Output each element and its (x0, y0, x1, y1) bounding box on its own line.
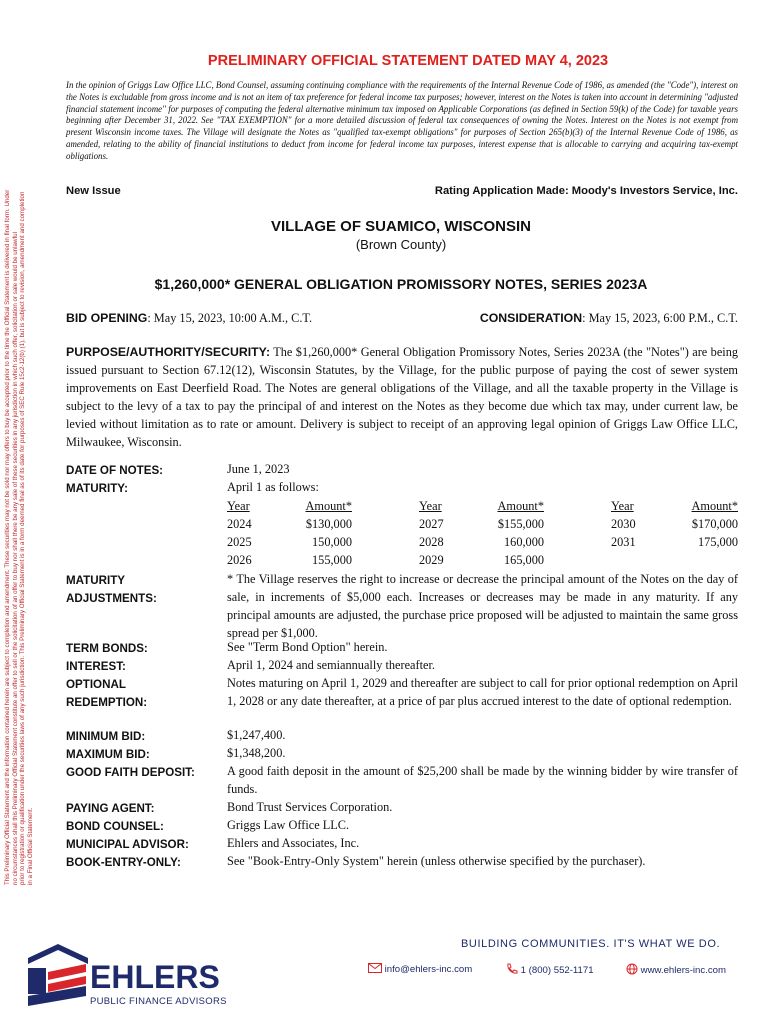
optional-redemption-label (66, 676, 147, 712)
consideration (480, 311, 738, 326)
amount-header: Amount* (497, 499, 544, 513)
footer-tagline: BUILDING COMMUNITIES. IT'S WHAT WE DO. (461, 938, 721, 950)
side-disclaimer (4, 15, 54, 885)
maturity-amount: 165,000 (504, 553, 544, 567)
date-value: June 1, 2023 (227, 462, 290, 476)
ehlers-logo-mark (26, 930, 227, 1020)
purpose-label: PURPOSE/AUTHORITY/SECURITY: (66, 345, 271, 359)
maturity-amount: 150,000 (312, 535, 352, 549)
optional-redemption-label-line: OPTIONAL (66, 678, 126, 691)
paying-agent-label: PAYING AGENT: (66, 802, 155, 815)
maturity-year: 2030 (611, 517, 636, 531)
document-title: PRELIMINARY OFFICIAL STATEMENT DATED MAY 4, 2023 (207, 53, 609, 69)
maturity-value: April 1 as follows: (227, 480, 319, 494)
issuer-name: VILLAGE OF SUAMICO, WISCONSIN (270, 218, 531, 235)
municipal-advisor-value: Ehlers and Associates, Inc. (227, 836, 360, 850)
bond-counsel-value: Griggs Law Office LLC. (227, 818, 350, 832)
consideration-label: CONSIDERATION (479, 311, 583, 325)
globe-icon (626, 963, 638, 975)
maturity-year: 2031 (611, 535, 636, 549)
maturity-adjustments-label-line: ADJUSTMENTS: (66, 592, 157, 605)
maturity-year: 2025 (227, 535, 252, 549)
envelope-icon (368, 963, 382, 973)
optional-redemption-value: Notes maturing on April 1, 2029 and thereafter are subject to call for prior optional redemption on April 1, 2028 or any date thereafter, at a price of par plus accrued interest to the date of optional redemption. (227, 676, 738, 708)
tax-opinion-paragraph: In the opinion of Griggs Law Office LLC, Bond Counsel, assuming continuing compliance with the requirements of the Internal Revenue Code of 1986, as amended (the "Code"), interest on the Notes is excludable from gross income and is not an item of tax preference for federal income tax purposes; however, interest on the Notes is taken into account in determining "adjusted financial statement income" for purposes of computing the federal alternative minimum tax imposed on Applicable Corporations (as defined in Section 59(k) of the Code) for taxable years beginning after December 31, 2022. See "TAX EXEMPTION" for a more detailed discussion of federal tax consequences of owning the Notes. Interest on the Notes is not exempt from present Wisconsin income taxes. The Village will designate the Notes as "qualified tax-exempt obligations" for purposes of Section 265(b)(3) of the Internal Revenue Code of 1986, as amended, relating to the ability of financial institutions to deduct from income for federal income tax purposes, interest expense that is allocable to carrying and acquiring tax-exempt obligations. (66, 80, 738, 161)
notes-title: $1,260,000* GENERAL OBLIGATION PROMISSORY NOTES, SERIES 2023A (154, 276, 648, 292)
maturity-adjustments-label-line: MATURITY (66, 574, 126, 587)
maturity-amount: 175,000 (698, 535, 738, 549)
logo-wordmark: EHLERS (90, 959, 220, 995)
maturity-year: 2028 (419, 535, 444, 549)
maturity-year: 2026 (227, 553, 252, 567)
side-disclaimer-line: prior to registration or qualification under the securities laws of any such jurisdiction. This Preliminary Official Statement is in a form deemed final as of its date for purposes of SEC Rule 15c2-12(b) (1), but is subject to revision, amendment and completion (19, 191, 27, 885)
email-text: info@ehlers-inc.com (384, 964, 473, 975)
bond-counsel-label: BOND COUNSEL: (66, 820, 164, 833)
rating-note: Rating Application Made: Moody's Investors Service, Inc. (434, 185, 738, 197)
maturity-col-1-years (227, 497, 267, 569)
side-disclaimer-line: in a Final Official Statement. (26, 807, 34, 885)
minimum-bid-value: $1,247,400. (227, 728, 286, 742)
maturity-label: MATURITY: (66, 482, 129, 495)
maturity-col-3-amounts (664, 497, 738, 551)
maximum-bid-label: MAXIMUM BID: (66, 748, 150, 761)
maturity-year: 2024 (227, 517, 252, 531)
good-faith-deposit-label: GOOD FAITH DEPOSIT: (66, 766, 195, 779)
issue-type: New Issue (66, 185, 121, 197)
maturity-adjustments-label (66, 572, 157, 608)
maturity-year: 2029 (419, 553, 444, 567)
year-header: Year (611, 499, 634, 513)
year-header: Year (419, 499, 442, 513)
maturity-col-3-years (611, 497, 651, 551)
term-bonds-value: See "Term Bond Option" herein. (227, 640, 388, 654)
phone-contact[interactable] (506, 963, 594, 976)
phone-icon (506, 963, 518, 975)
good-faith-deposit-value: A good faith deposit in the amount of $25,200 shall be made by the winning bidder by wire transfer of funds. (227, 764, 738, 796)
amount-header: Amount* (305, 499, 352, 513)
maturity-amount: $130,000 (305, 517, 352, 531)
book-entry-only-label: BOOK-ENTRY-ONLY: (66, 856, 181, 869)
bid-opening-value: : May 15, 2023, 10:00 A.M., C.T. (147, 311, 313, 325)
maximum-bid-value: $1,348,200. (227, 746, 286, 760)
bid-row (66, 311, 738, 326)
purpose-paragraph (66, 343, 738, 451)
maturity-col-2-amounts (472, 497, 544, 569)
interest-value: April 1, 2024 and semiannually thereafter. (227, 658, 435, 672)
web-contact[interactable] (626, 963, 726, 976)
term-bonds-label: TERM BONDS: (66, 642, 148, 655)
issuer-county: (Brown County) (355, 237, 447, 252)
book-entry-only-value: See "Book-Entry-Only System" herein (unless otherwise specified by the purchaser). (227, 854, 646, 868)
consideration-value: : May 15, 2023, 6:00 P.M., C.T. (582, 311, 738, 325)
maturity-amount: $155,000 (497, 517, 544, 531)
year-header: Year (227, 499, 250, 513)
web-text: www.ehlers-inc.com (640, 965, 726, 976)
minimum-bid-label: MINIMUM BID: (66, 730, 146, 743)
phone-text: 1 (800) 552-1171 (520, 965, 594, 976)
purpose-text: The $1,260,000* General Obligation Promissory Notes, Series 2023A (the "Notes") are being issued pursuant to Section 67.12(12), Wisconsin Statutes, by the Village, for the public purpose of paying the cost of sewer system improvements on East Deerfield Road. The Notes are general obligations of the Village, and all the taxable property in the Village is subject to the levy of a tax to pay the principal of and interest on the Notes as they become due which tax may, under current law, be levied without limitation as to rate or amount. Delivery is subject to receipt of an approving legal opinion of Griggs Law Office LLC, Milwaukee, Wisconsin. (66, 345, 738, 449)
paying-agent-value: Bond Trust Services Corporation. (227, 800, 393, 814)
maturity-col-2-years (419, 497, 459, 569)
maturity-year: 2027 (419, 517, 444, 531)
bid-opening-label: BID OPENING (66, 311, 148, 325)
issue-rating-row (66, 185, 738, 197)
optional-redemption-label-line: REDEMPTION: (66, 696, 148, 709)
maturity-adjustments-value: * The Village reserves the right to increase or decrease the principal amount of the Notes on the day of sale, in increments of $5,000 each. Increases or decreases may be made in any maturity. If any principal amounts are adjusted, the purchase price proposed will be adjusted to maintain the same gross spread per $1,000. (227, 572, 738, 640)
email-contact[interactable] (368, 963, 472, 975)
interest-label: INTEREST: (66, 660, 126, 673)
side-disclaimer-line: This Preliminary Official Statement and the information contained herein are subject to completion and amendment. These securities may not be sold nor may offers to buy be accepted prior to the time the Official Statement is delivered in final form. Under (4, 189, 11, 885)
ehlers-logo (26, 930, 227, 1020)
side-disclaimer-line: no circumstances shall this Preliminary Official Statement constitute an offer to sell or the solicitation of an offer to buy nor shall there be any sale of these securities in any jurisdiction in which such offer, solicitation or sale would be unlawful (11, 231, 19, 885)
maturity-amount: $170,000 (691, 517, 738, 531)
amount-header: Amount* (691, 499, 738, 513)
date-label: DATE OF NOTES: (66, 464, 164, 477)
municipal-advisor-label: MUNICIPAL ADVISOR: (66, 838, 189, 851)
maturity-col-1-amounts (280, 497, 352, 569)
maturity-amount: 155,000 (312, 553, 352, 567)
logo-subtitle: PUBLIC FINANCE ADVISORS (90, 996, 227, 1007)
maturity-amount: 160,000 (504, 535, 544, 549)
